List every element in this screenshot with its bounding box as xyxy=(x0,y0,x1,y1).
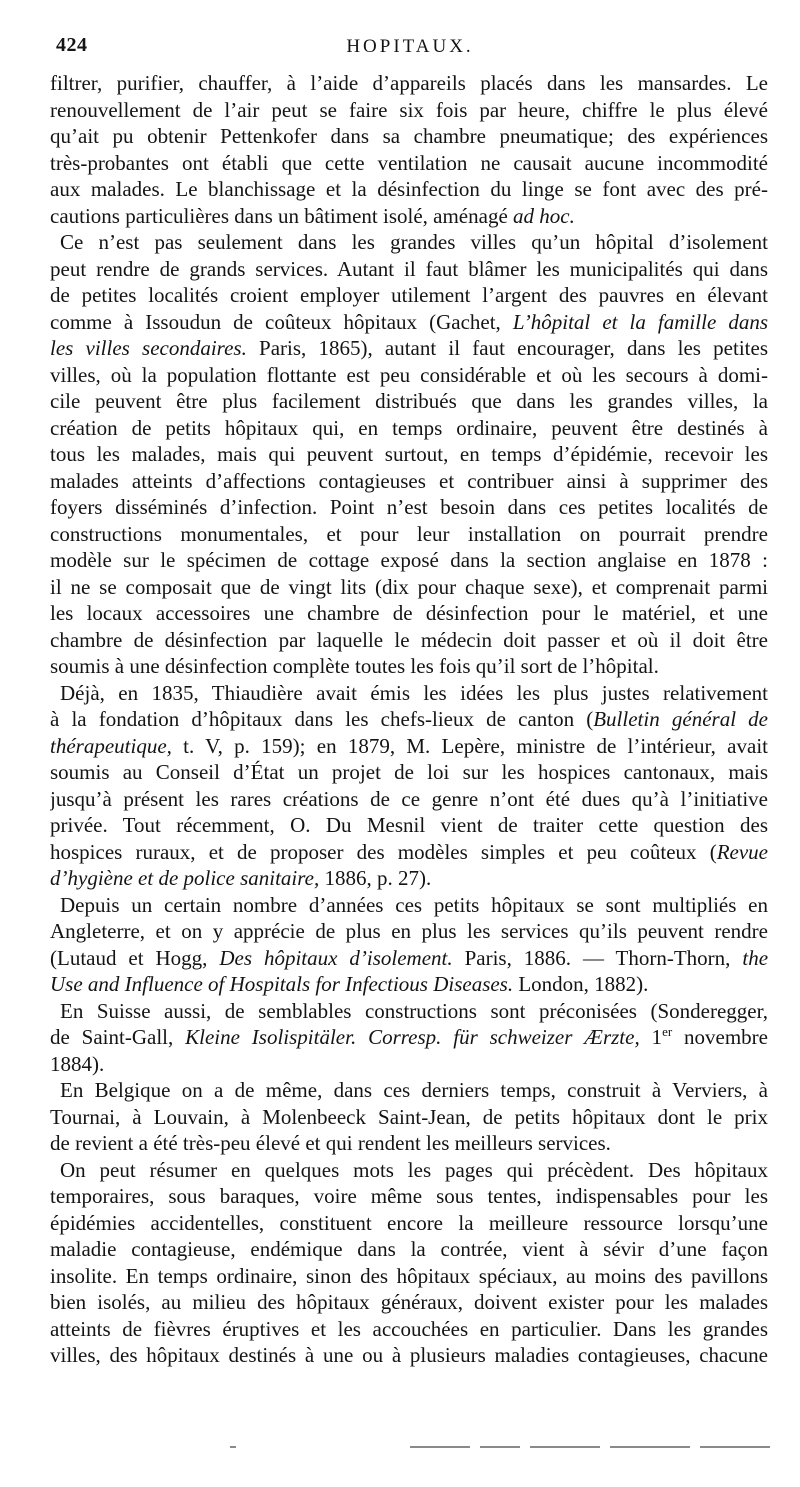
italic-text: les villes secondaires. xyxy=(50,336,247,360)
italic-text: Des hôpitaux d’isolement. xyxy=(219,945,453,970)
italic-text: L’hôpital et la famille dans xyxy=(512,309,768,334)
italic-text: d’hygiène et de police sanitaire, xyxy=(50,866,320,890)
text-segment: de revient a été très-peu élevé et qui rendent les meilleurs services. xyxy=(50,1131,611,1155)
text-line xyxy=(50,70,768,97)
text-segment: de petites localités croient employer utilement l’argent des pauvres en élevant xyxy=(50,283,768,307)
text-segment: insolite. En temps ordinaire, sinon des hôpitaux spéciaux, au moins des pavillons xyxy=(50,1263,768,1288)
text-segment: de Saint-Gall, xyxy=(50,1025,186,1049)
text-line xyxy=(50,1316,768,1343)
text-segment: En Suisse aussi, de semblables constructions sont préconisées (Sonderegger, xyxy=(60,998,768,1023)
italic-text: Revue xyxy=(716,839,768,864)
text-segment: (Lutaud et Hogg, xyxy=(50,945,220,970)
text-line xyxy=(50,521,768,548)
text-line xyxy=(50,362,768,389)
text-line xyxy=(50,1236,768,1263)
text-segment: Tournai, à Louvain, à Molenbeeck Saint-Jean, de petits hôpitaux dont le prix xyxy=(50,1104,768,1129)
text-line xyxy=(50,812,768,839)
italic-text: ad hoc. xyxy=(513,203,575,228)
text-line xyxy=(50,468,768,495)
text-segment: foyers disséminés d’infection. Point n’est besoin dans ces petites localités de xyxy=(50,495,768,519)
text-line xyxy=(50,1289,768,1316)
text-line xyxy=(50,653,768,680)
text-line xyxy=(50,97,768,124)
text-line xyxy=(50,945,768,972)
text-segment: à la fondation d’hôpitaux dans les chefs-lieux de canton ( xyxy=(50,707,594,731)
text-line xyxy=(50,574,768,601)
text-segment: Ce n’est pas seulement dans les grandes villes qu’un hôpital d’isolement xyxy=(60,230,768,254)
text-segment: renouvellement de l’air peut se faire six fois par heure, chiffre le plus élevé xyxy=(50,97,768,122)
text-line xyxy=(50,918,768,945)
running-head xyxy=(56,34,764,64)
italic-text: thérapeutique, xyxy=(50,733,172,758)
text-segment: filtrer, purifier, chauffer, à l’aide d’appareils placés dans les mansardes. Le xyxy=(50,71,768,95)
text-segment: On peut résumer en quelques mots les pages qui précèdent. Des hôpitaux xyxy=(60,1157,768,1182)
text-segment: aux malades. Le blanchissage et la désinfection du linge se font avec des pré- xyxy=(50,177,768,201)
text-segment: il ne se composait que de vingt lits (dix pour chaque sexe), et comprenait parmi xyxy=(50,574,768,599)
text-line xyxy=(50,998,768,1025)
text-line xyxy=(50,388,768,415)
text-segment: En Belgique on a de même, dans ces derniers temps, construit à Verviers, à xyxy=(60,1078,768,1102)
text-line xyxy=(50,335,768,362)
text-segment: peut rendre de grands services. Autant il faut blâmer les municipalités qui dans xyxy=(50,256,768,281)
text-line xyxy=(50,680,768,707)
text-segment: Déjà, en 1835, Thiaudière avait émis les idées les plus justes relativement xyxy=(60,680,768,705)
text-segment: bien isolés, au milieu des hôpitaux généraux, doivent exister pour les malades xyxy=(50,1290,768,1314)
page-number: 424 xyxy=(56,34,88,56)
text-segment: 1886, p. 27). xyxy=(319,866,432,890)
text-segment: 1 xyxy=(639,1025,663,1049)
text-segment: cautions particulières dans un bâtiment isolé, aménagé xyxy=(50,203,514,228)
text-line xyxy=(50,1024,768,1051)
text-line xyxy=(50,600,768,627)
italic-text: the xyxy=(742,945,768,970)
text-line xyxy=(50,1183,768,1210)
text-segment: Paris, 1886. — Thorn-Thorn, xyxy=(452,945,743,970)
text-line xyxy=(50,627,768,654)
text-line xyxy=(50,1051,768,1078)
body-text xyxy=(50,70,768,1369)
superscript-text: er xyxy=(662,1024,673,1039)
running-title: HOPITAUX. xyxy=(346,36,474,57)
text-line xyxy=(50,229,768,256)
text-line xyxy=(50,1130,768,1157)
text-segment: novembre xyxy=(672,1025,768,1049)
text-segment: soumis à une désinfection complète toutes les fois qu’il sort de l’hôpital. xyxy=(50,654,659,678)
text-segment: malades atteints d’affections contagieuses et contribuer ainsi à supprimer des xyxy=(50,468,768,493)
text-line xyxy=(50,256,768,283)
text-line xyxy=(50,1342,768,1369)
text-segment: atteints de fièvres éruptives et les accouchées en particulier. Dans les grandes xyxy=(50,1316,768,1341)
text-segment: Depuis un certain nombre d’années ces petits hôpitaux se sont multipliés en xyxy=(60,892,768,917)
text-segment: t. V, p. 159); en 1879, M. Lepère, ministre de l’intérieur, avait xyxy=(171,733,768,758)
text-segment: constructions monumentales, et pour leur installation on pourrait prendre xyxy=(50,521,768,546)
text-line xyxy=(50,865,768,892)
text-line xyxy=(50,706,768,733)
text-line xyxy=(50,1210,768,1237)
text-segment: tous les malades, mais qui peuvent surtout, en temps d’épidémie, recevoir les xyxy=(50,442,768,466)
text-segment: maladie contagieuse, endémique dans la contrée, vient à sévir d’une façon xyxy=(50,1237,768,1261)
italic-text: Bulletin général de xyxy=(593,707,768,731)
bleed-through-trace xyxy=(230,1446,770,1449)
text-line xyxy=(50,1157,768,1184)
text-segment: soumis au Conseil d’État un projet de loi sur les hospices cantonaux, mais xyxy=(50,760,768,784)
text-line xyxy=(50,441,768,468)
text-line xyxy=(50,282,768,309)
text-line xyxy=(50,1077,768,1104)
text-line xyxy=(50,309,768,336)
text-line xyxy=(50,1104,768,1131)
text-line xyxy=(50,1263,768,1290)
text-line xyxy=(50,786,768,813)
text-line xyxy=(50,176,768,203)
text-segment: chambre de désinfection par laquelle le médecin doit passer et où il doit être xyxy=(50,627,768,652)
text-segment: villes, où la population flottante est peu considérable et où les secours à domi- xyxy=(50,362,768,387)
text-segment: villes, des hôpitaux destinés à une ou à plusieurs maladies contagieuses, chacune xyxy=(50,1343,768,1367)
text-segment: London, 1882). xyxy=(513,972,649,996)
text-segment: création de petits hôpitaux qui, en temps ordinaire, peuvent être destinés à xyxy=(50,415,768,440)
text-line xyxy=(50,123,768,150)
text-segment: qu’ait pu obtenir Pettenkofer dans sa chambre pneumatique; des expériences xyxy=(50,124,768,148)
text-segment: 1884). xyxy=(50,1051,105,1076)
text-segment: cile peuvent être plus facilement distribués que dans les grandes villes, la xyxy=(50,389,768,413)
text-line xyxy=(50,733,768,760)
text-line xyxy=(50,839,768,866)
text-line xyxy=(50,971,768,998)
text-segment: les locaux accessoires une chambre de désinfection pour le matériel, et une xyxy=(50,601,768,625)
text-segment: hospices ruraux, et de proposer des modèles simples et peu coûteux ( xyxy=(50,839,717,864)
text-segment: privée. Tout récemment, O. Du Mesnil vient de traiter cette question des xyxy=(50,813,768,837)
text-segment: très-probantes ont établi que cette ventilation ne causait aucune incommodité xyxy=(50,150,768,175)
text-segment: modèle sur le spécimen de cottage exposé dans la section anglaise en 1878 : xyxy=(50,548,768,572)
text-segment: jusqu’à présent les rares créations de ce genre n’ont été dues qu’à l’initiative xyxy=(50,786,768,811)
text-segment: Angleterre, et on y apprécie de plus en plus les services qu’ils peuvent rendre xyxy=(50,919,768,943)
text-line xyxy=(50,494,768,521)
text-segment: comme à Issoudun de coûteux hôpitaux (Gachet, xyxy=(50,309,513,334)
italic-text: Kleine Isolispitäler. Corresp. für schweizer Ærzte, xyxy=(185,1025,640,1049)
text-line xyxy=(50,759,768,786)
text-line xyxy=(50,415,768,442)
text-segment: épidémies accidentelles, constituent encore la meilleure ressource lorsqu’une xyxy=(50,1210,768,1235)
italic-text: Use and Influence of Hospitals for Infectious Diseases. xyxy=(50,972,514,996)
text-line xyxy=(50,547,768,574)
text-line xyxy=(50,203,768,230)
text-segment: Paris, 1865), autant il faut encourager, dans les petites xyxy=(246,336,768,360)
text-line xyxy=(50,892,768,919)
text-line xyxy=(50,150,768,177)
text-segment: temporaires, sous baraques, voire même sous tentes, indispensables pour les xyxy=(50,1184,768,1208)
